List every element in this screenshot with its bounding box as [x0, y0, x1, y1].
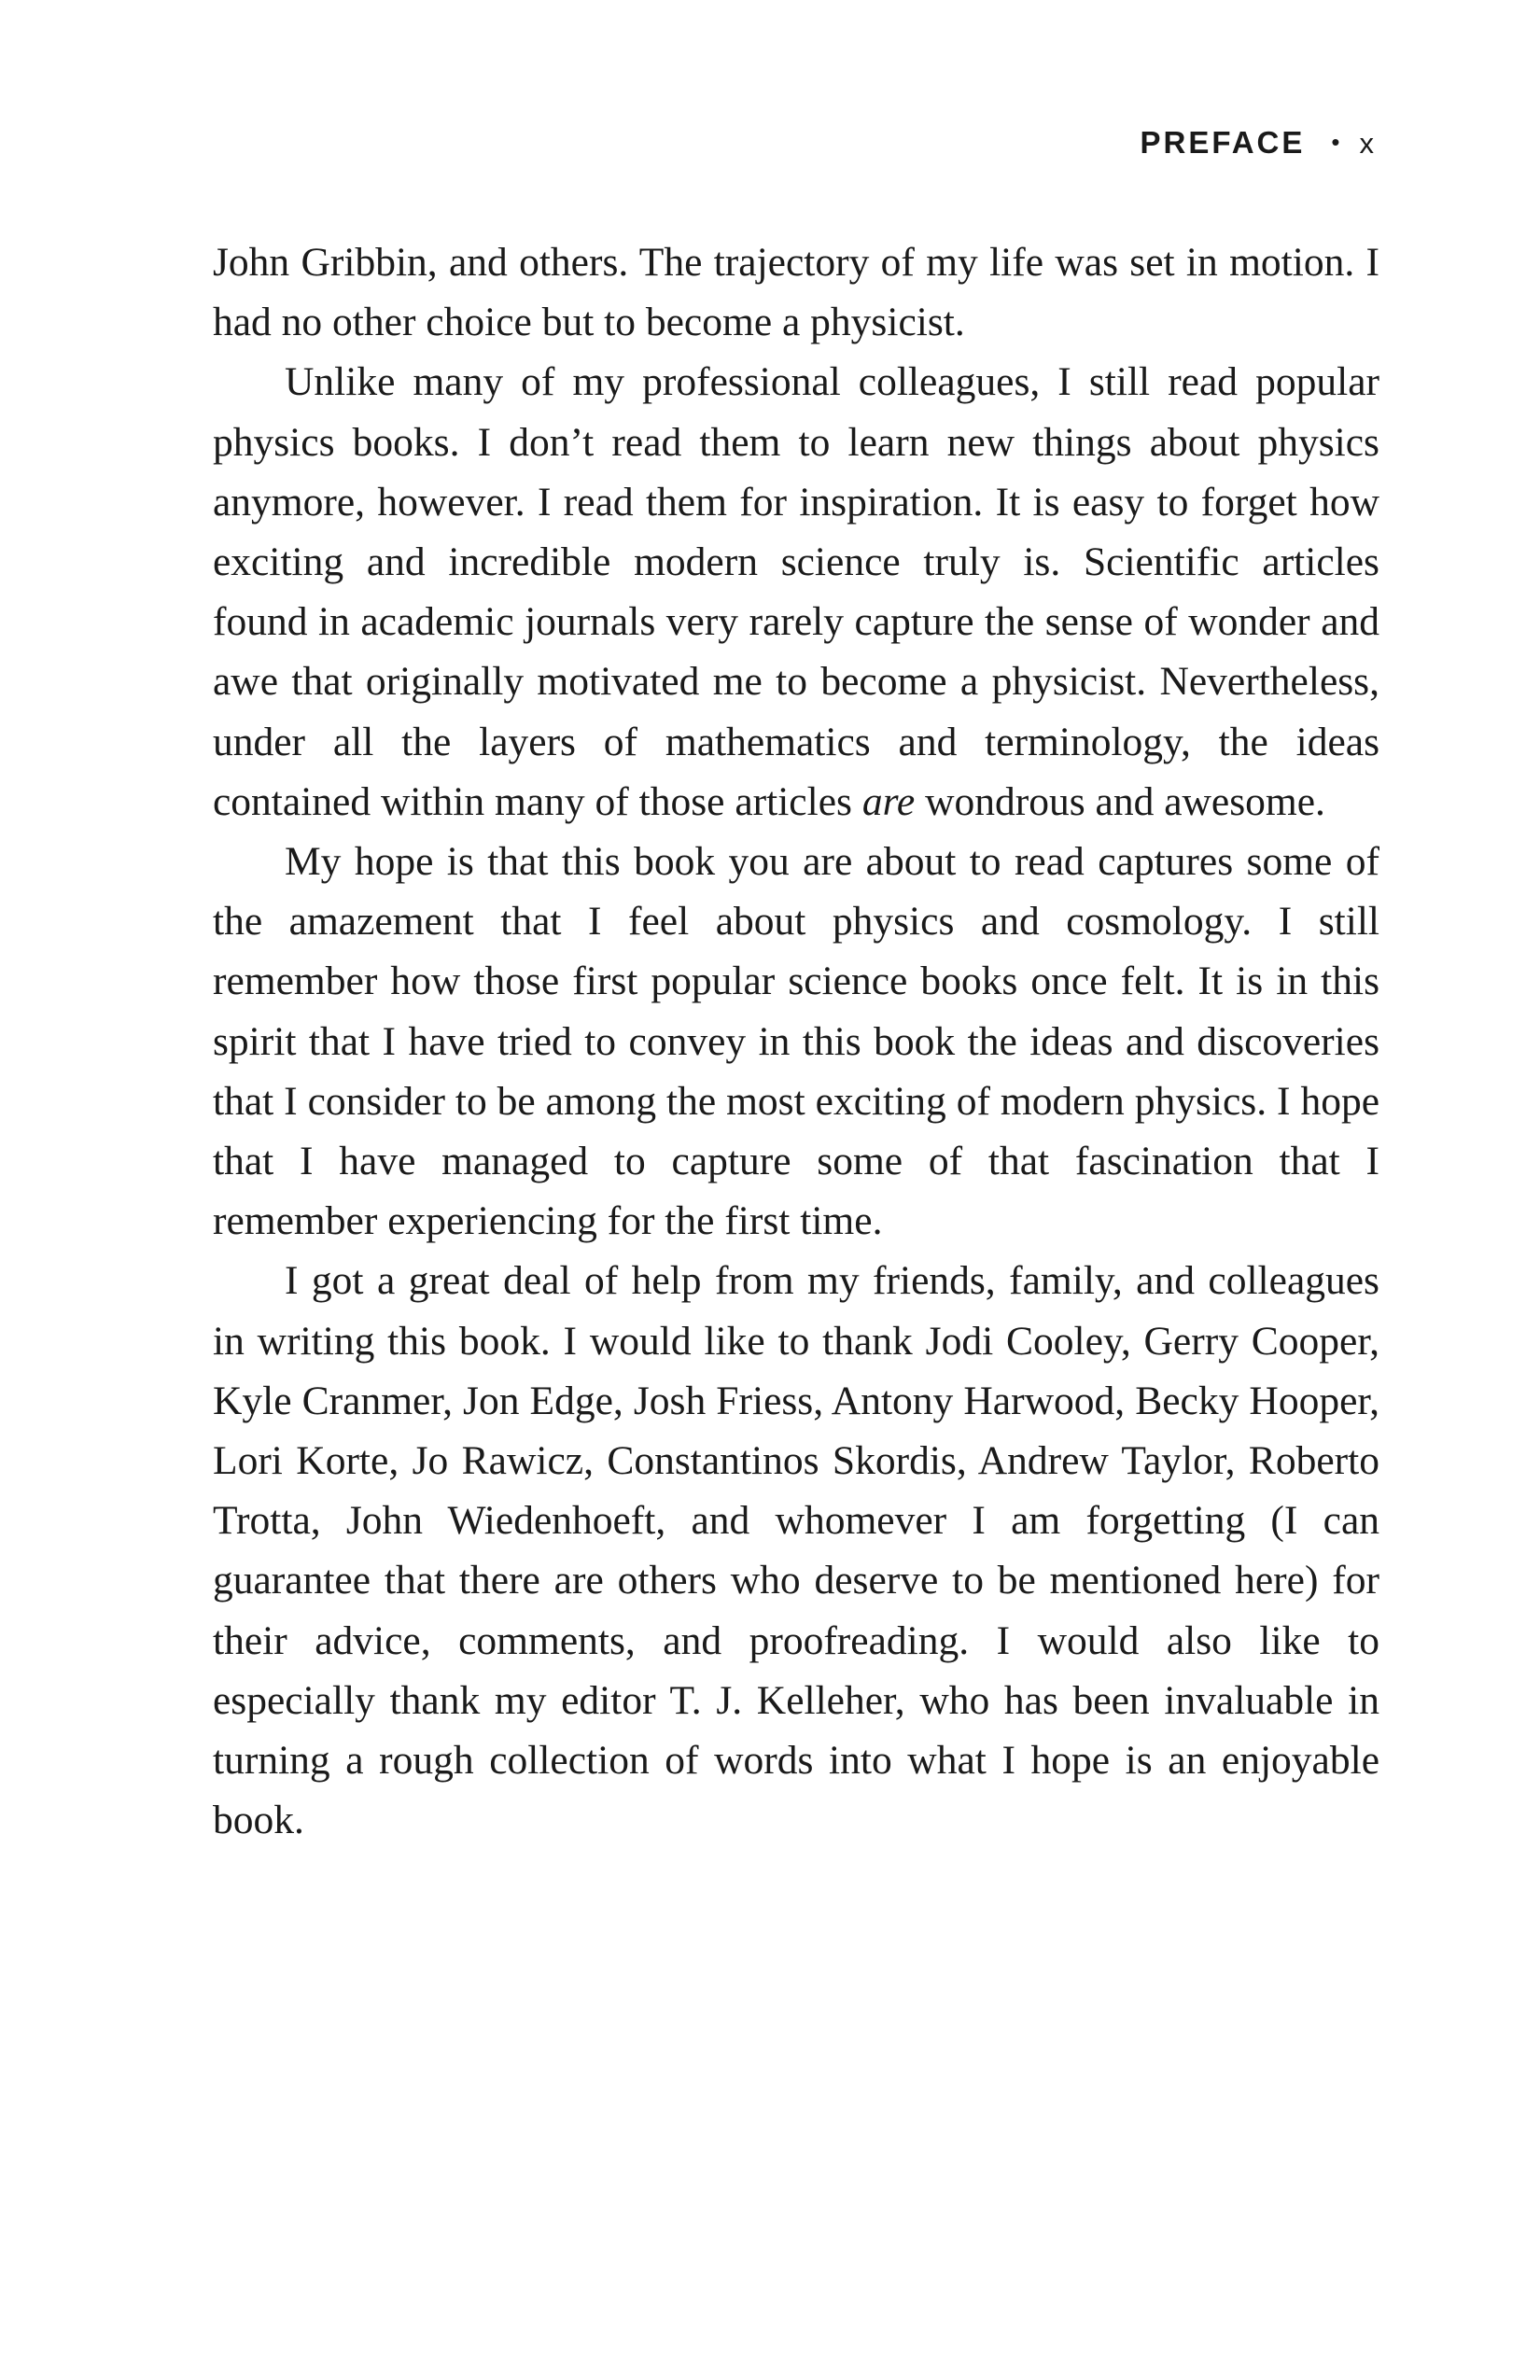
page-number: x: [1359, 127, 1374, 160]
paragraph-1: John Gribbin, and others. The trajectory of my life was set in motion. I had no other choice but to become a physicist.: [213, 240, 1379, 345]
paragraph-3: My hope is that this book you are about to read captures some of the amazement that I feel about physics and cosmology. I still remember how those first popular science books once felt. It is in this spirit that I have tried to convey in this book the ideas and discoveries that I consider to be among the most exciting of modern physics. I hope that I have managed to capture some of that fascination that I remember experiencing for the first time.: [213, 839, 1379, 1244]
paragraph-2-text-b: wondrous and awesome.: [915, 778, 1325, 824]
paragraph-2-text-a: Unlike many of my professional colleagues, I still read popular physics books. I don’t read them to learn new things about physics anymore, however. I read them for inspiration. It is easy to forget how exciting and incredible modern science truly is. Scientific articles found in academic journals very rarely capture the sense of wonder and awe that originally motivated me to become a physicist. Nevertheless, under all the layers of mathematics and terminology, the ideas contained within many of those articles: [213, 359, 1379, 824]
section-title: PREFACE: [1140, 125, 1306, 160]
paragraph-4: I got a great deal of help from my friends, family, and colleagues in writing this book. I would like to thank Jodi Cooley, Gerry Cooper, Kyle Cranmer, Jon Edge, Josh Friess, Antony Harwood, Becky Hooper, Lori Korte, Jo Rawicz, Constantinos Skordis, Andrew Taylor, Roberto Trotta, John Wiedenhoeft, and whomever I am forgetting (I can guarantee that there are others who deserve to be mentioned here) for their advice, comments, and proofreading. I would also like to especially thank my editor T. J. Kelleher, who has been invaluable in turning a rough collection of words into what I hope is an enjoyable book.: [213, 1258, 1379, 1843]
bullet-separator: •: [1331, 128, 1343, 156]
body-text: [213, 232, 1379, 1850]
running-head: [1141, 127, 1374, 158]
emphasis-are: are: [861, 778, 916, 824]
paragraph-2: [213, 352, 1379, 832]
